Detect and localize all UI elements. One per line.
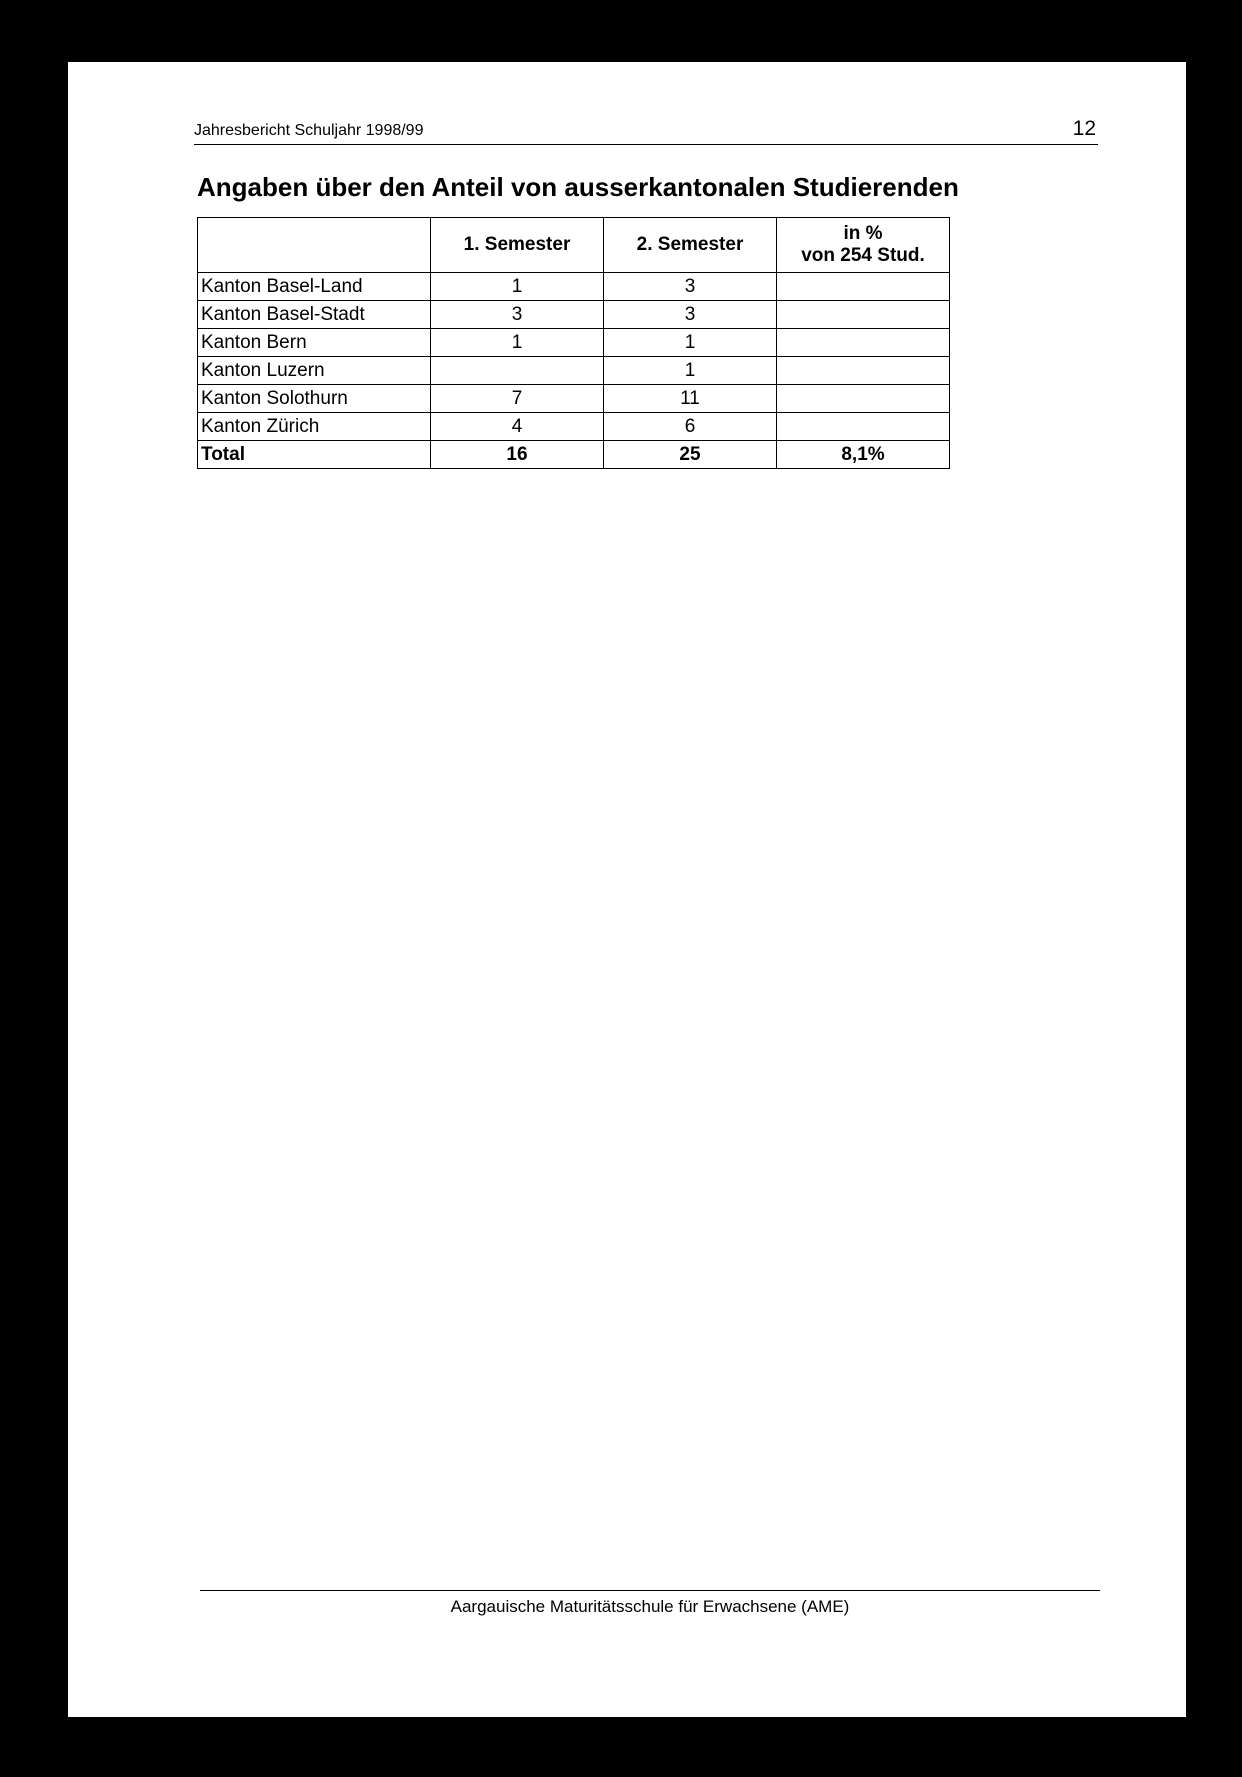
page-footer: Aargauische Maturitätsschule für Erwachsene (AME) — [200, 1590, 1100, 1617]
students-table — [197, 217, 950, 469]
table-total-row — [198, 441, 950, 469]
cell-kanton: Kanton Basel-Stadt — [198, 301, 431, 329]
cell-sem2: 1 — [604, 357, 777, 385]
cell-sem2: 1 — [604, 329, 777, 357]
report-title: Jahresbericht Schuljahr 1998/99 — [194, 122, 424, 139]
cell-sem1: 4 — [431, 413, 604, 441]
cell-sem1: 1 — [431, 329, 604, 357]
table-row — [198, 301, 950, 329]
cell-sem1: 7 — [431, 385, 604, 413]
cell-pct — [777, 329, 950, 357]
section-title: Angaben über den Anteil von ausserkantonalen Studierenden — [197, 172, 959, 202]
cell-pct — [777, 273, 950, 301]
cell-pct — [777, 413, 950, 441]
header-cell-empty — [198, 218, 431, 273]
page-header — [194, 106, 1098, 145]
header-cell-semester-1: 1. Semester — [431, 218, 604, 273]
cell-total-sem1: 16 — [431, 441, 604, 469]
cell-sem1: 1 — [431, 273, 604, 301]
cell-sem2: 6 — [604, 413, 777, 441]
cell-sem1 — [431, 357, 604, 385]
cell-pct — [777, 385, 950, 413]
cell-total-label: Total — [198, 441, 431, 469]
table-row — [198, 329, 950, 357]
table-row — [198, 385, 950, 413]
table-row — [198, 413, 950, 441]
cell-total-sem2: 25 — [604, 441, 777, 469]
cell-kanton: Kanton Luzern — [198, 357, 431, 385]
cell-sem2: 3 — [604, 301, 777, 329]
cell-total-pct: 8,1% — [777, 441, 950, 469]
cell-kanton: Kanton Basel-Land — [198, 273, 431, 301]
header-percent-line2: von 254 Stud. — [801, 245, 925, 266]
header-cell-semester-2: 2. Semester — [604, 218, 777, 273]
header-cell-percent — [777, 218, 950, 273]
document-page — [68, 62, 1186, 1717]
cell-sem2: 3 — [604, 273, 777, 301]
cell-sem1: 3 — [431, 301, 604, 329]
cell-kanton: Kanton Zürich — [198, 413, 431, 441]
cell-kanton: Kanton Bern — [198, 329, 431, 357]
cell-kanton: Kanton Solothurn — [198, 385, 431, 413]
page-number: 12 — [1072, 117, 1096, 140]
header-percent-line1: in % — [843, 223, 883, 244]
cell-pct — [777, 301, 950, 329]
table-row — [198, 273, 950, 301]
cell-sem2: 11 — [604, 385, 777, 413]
cell-pct — [777, 357, 950, 385]
table-row — [198, 357, 950, 385]
table-header-row — [198, 218, 950, 273]
